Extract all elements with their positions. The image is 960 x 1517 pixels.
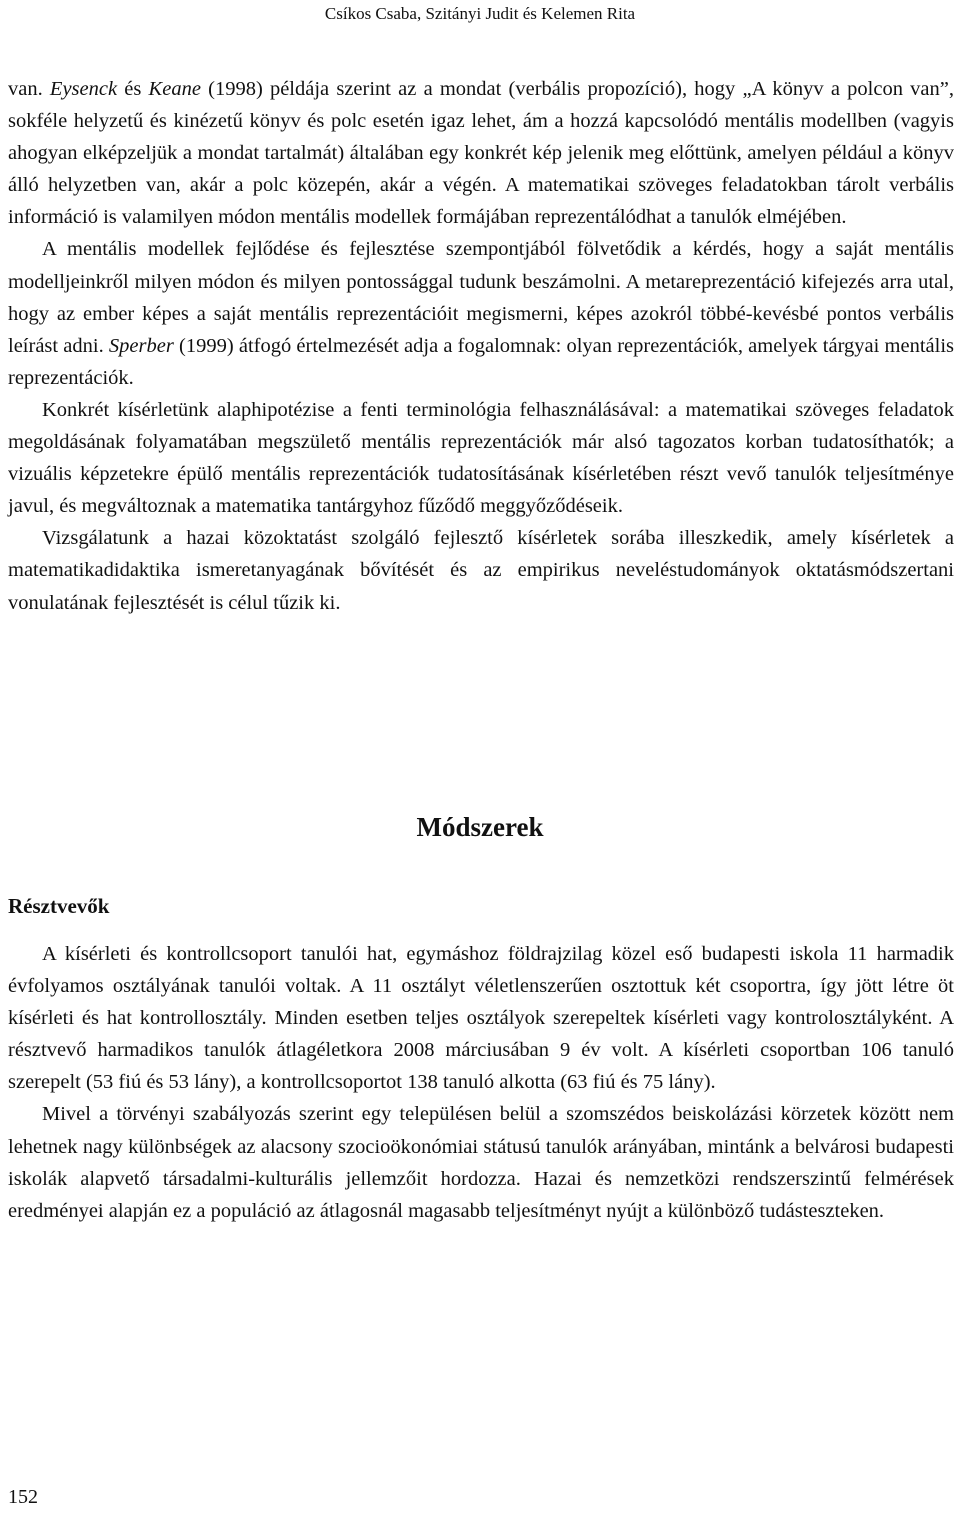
paragraph-intro-4: Vizsgálatunk a hazai közoktatást szolgáló fejlesztő kísérletek sorába illeszkedik, amely kísérletek a matematikadidaktika ismeretanyagának bővítését és az empirikus neveléstudományok oktatásmódszertani vonulatának fejlesztését is célul tűzik ki. xyxy=(8,527,954,614)
running-head: Csíkos Csaba, Szitányi Judit és Kelemen Rita xyxy=(324,4,636,23)
author-name: Keane xyxy=(148,78,201,100)
intro-text-block xyxy=(8,73,954,619)
author-name: Eysenck xyxy=(49,78,118,100)
paragraph-participants-2: Mivel a törvényi szabályozás szerint egy településen belül a szomszédos beiskolázási körzetek között nem lehetnek nagy különbségek az alacsony szocioökonómiai státusú tanulók arányában, mintánk a belvárosi budapesti iskolák alapvető társadalmi-kulturális jellemzőit hordozza. Hazai és nemzetközi rendszerszintű felmérések eredményei alapján ez a populáció az átlagosnál magasabb teljesítményt nyújt a különböző tudásteszteken. xyxy=(8,1103,954,1222)
section-title: Módszerek xyxy=(416,812,544,842)
author-name: Sperber xyxy=(108,334,174,357)
paragraph-intro-3: Konkrét kísérletünk alaphipotézise a fenti terminológia felhasználásával: a matematikai szöveges feladatok megoldásának folyamatában megszülető mentális reprezentációk már alsó tagozatos korban tudatosíthatók; a vizuális képzetekre épülő mentális reprezentációk tudatosításának kísérletében részt vevő tanulók teljesítménye javul, és megváltoznak a matematika tantárgyhoz fűződő meggyőződéseik. xyxy=(8,398,954,518)
paragraph-intro-1: van. Eysenck és Keane (1998) példája szerint az a mondat (verbális propozíció), hogy „A könyv a polcon van”, sokféle helyzetű és kinézetű könyv és polc esetén igaz lehet, ám a hozzá kapcsolódó mentális modellben (vagyis ahogyan elképzeljük a mondat tartalmát) általában egy konkrét kép jelenik meg előttünk, amelyen például a könyv álló helyzetben van, akár a polc közepén, akár a végén. A matematikai szöveges feladatokban tárolt verbális információ is valamilyen módon mentális modellek formájában reprezentálódhat a tanulók elméjében. xyxy=(8,78,954,229)
paragraph-participants-1: A kísérleti és kontrollcsoport tanulói hat, egymáshoz földrajzilag közel eső budapesti iskola 11 harmadik évfolyamos osztályának tanulói voltak. A 11 osztályt véletlenszerűen osztottuk két csoportra, így jött létre öt kísérleti és hat kontrollosztály. Minden esetben teljes osztályok szerepeltek kísérleti vagy kontrolosztályként. A résztvevő harmadikos tanulók átlagéletkora 2008 márciusában 9 év volt. A kísérleti csoportban 106 tanuló szerepelt (53 fiú és 53 lány), a kontrollcsoportot 138 tanuló alkotta (63 fiú és 75 lány). xyxy=(8,943,954,1094)
participants-text-block xyxy=(8,938,954,1227)
paragraph-intro-2: A mentális modellek fejlődése és fejlesztése szempontjából fölvetődik a kérdés, hogy a saját mentális modelljeinkről milyen módon és milyen pontossággal tudunk beszámolni. A metareprezentáció kifejezés arra utal, hogy az ember képes a saját mentális reprezentációit megismerni, képes azokról többé-kevésbé pontos verbális leírást adni. Sperber (1999) átfogó értelmezését adja a fogalomnak: olyan reprezentációk, amelyek tárgyai mentális reprezentációk. xyxy=(8,238,954,389)
subsection-title: Résztvevők xyxy=(8,894,110,918)
page-number: 152 xyxy=(8,1486,38,1508)
